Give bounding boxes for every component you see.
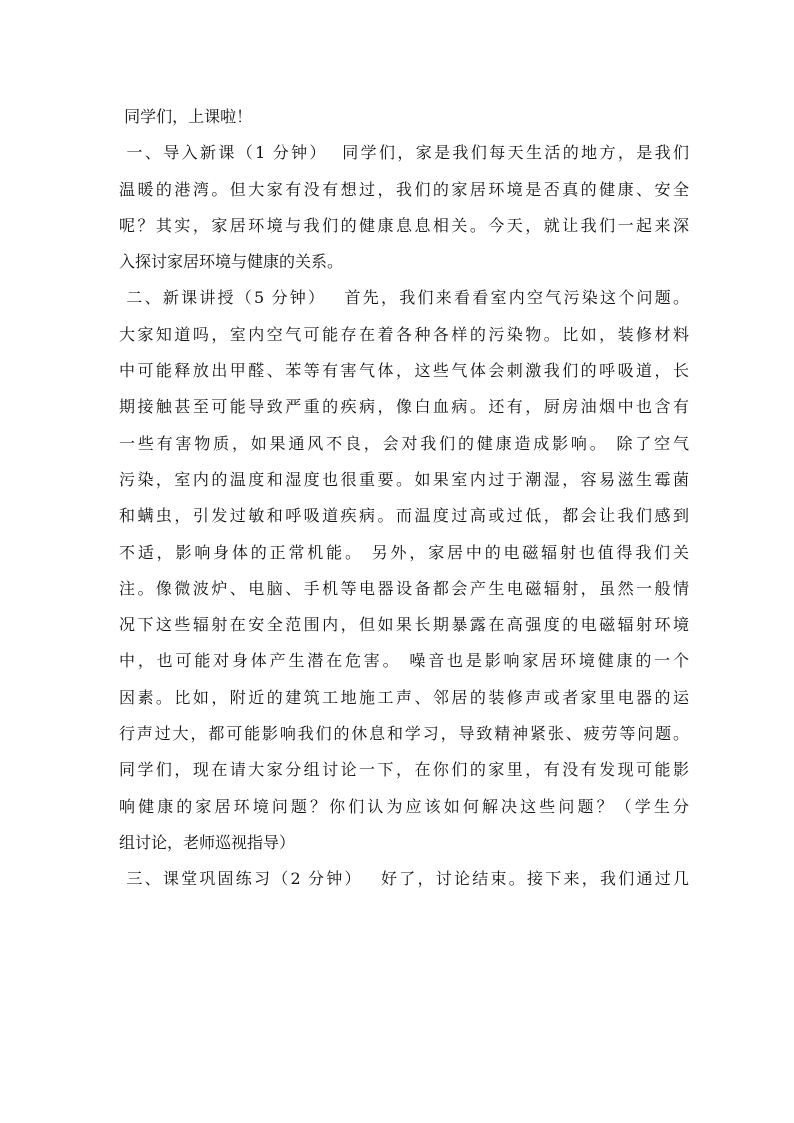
section2-text: 首先，我们来看看室内空气污染这个问题。 xyxy=(342,288,689,308)
document-body xyxy=(119,99,689,898)
greeting-line: 同学们，上课啦！ xyxy=(119,107,253,126)
paragraph-line: 入探讨家居环境与健康的关系。 xyxy=(119,252,344,272)
paragraph-line: 一些有害物质，如果通风不良，会对我们的健康造成影响。 除了空气 xyxy=(119,433,689,453)
paragraph-line: 况下这些辐射在安全范围内，但如果长期暴露在高强度的电磁辐射环境 xyxy=(119,615,689,635)
paragraph-line: 同学们，现在请大家分组讨论一下，在你们的家里，有没有发现可能影 xyxy=(119,760,689,780)
section1-first-line xyxy=(119,135,689,171)
paragraph-line: 期接触甚至可能导致严重的疾病，像白血病。还有，厨房油烟中也含有 xyxy=(119,397,689,417)
section2-heading: 二、新课讲授（5 分钟） xyxy=(119,288,327,308)
section3-heading: 三、课堂巩固练习（2 分钟） xyxy=(119,869,363,889)
paragraph-line: 污染，室内的温度和湿度也很重要。如果室内过于潮湿，容易滋生霉菌 xyxy=(119,469,689,489)
paragraph-line: 温暖的港湾。但大家有没有想过，我们的家居环境是否真的健康、安全 xyxy=(119,179,689,199)
paragraph-line: 行声过大，都可能影响我们的休息和学习，导致精神紧张、疲劳等问题。 xyxy=(119,724,689,744)
section2-first-line xyxy=(119,280,689,316)
paragraph-line: 呢？其实，家居环境与我们的健康息息相关。今天，就让我们一起来深 xyxy=(119,215,689,235)
section3-first-line xyxy=(119,861,689,897)
section3-text: 好了，讨论结束。接下来，我们通过几 xyxy=(378,869,689,889)
paragraph-line: 组讨论，老师巡视指导） xyxy=(119,832,296,852)
paragraph-line: 响健康的家居环境问题？你们认为应该如何解决这些问题？（学生分 xyxy=(119,796,689,816)
paragraph-line: 因素。比如，附近的建筑工地施工声、邻居的装修声或者家里电器的运 xyxy=(119,687,689,707)
paragraph-line: 注。像微波炉、电脑、手机等电器设备都会产生电磁辐射，虽然一般情 xyxy=(119,578,689,598)
paragraph-line: 中，也可能对身体产生潜在危害。 噪音也是影响家居环境健康的一个 xyxy=(119,651,689,671)
paragraph-line: 大家知道吗，室内空气可能存在着各种各样的污染物。比如，装修材料 xyxy=(119,324,689,344)
section1-text: 同学们，家是我们每天生活的地方，是我们 xyxy=(339,143,689,163)
section1-heading: 一、导入新课（1 分钟） xyxy=(119,143,328,163)
paragraph-line: 不适，影响身体的正常机能。 另外，家居中的电磁辐射也值得我们关 xyxy=(119,542,689,562)
paragraph-line: 和螨虫，引发过敏和呼吸道疾病。而温度过高或过低，都会让我们感到 xyxy=(119,506,689,526)
paragraph-line: 中可能释放出甲醛、苯等有害气体，这些气体会刺激我们的呼吸道，长 xyxy=(119,361,689,381)
